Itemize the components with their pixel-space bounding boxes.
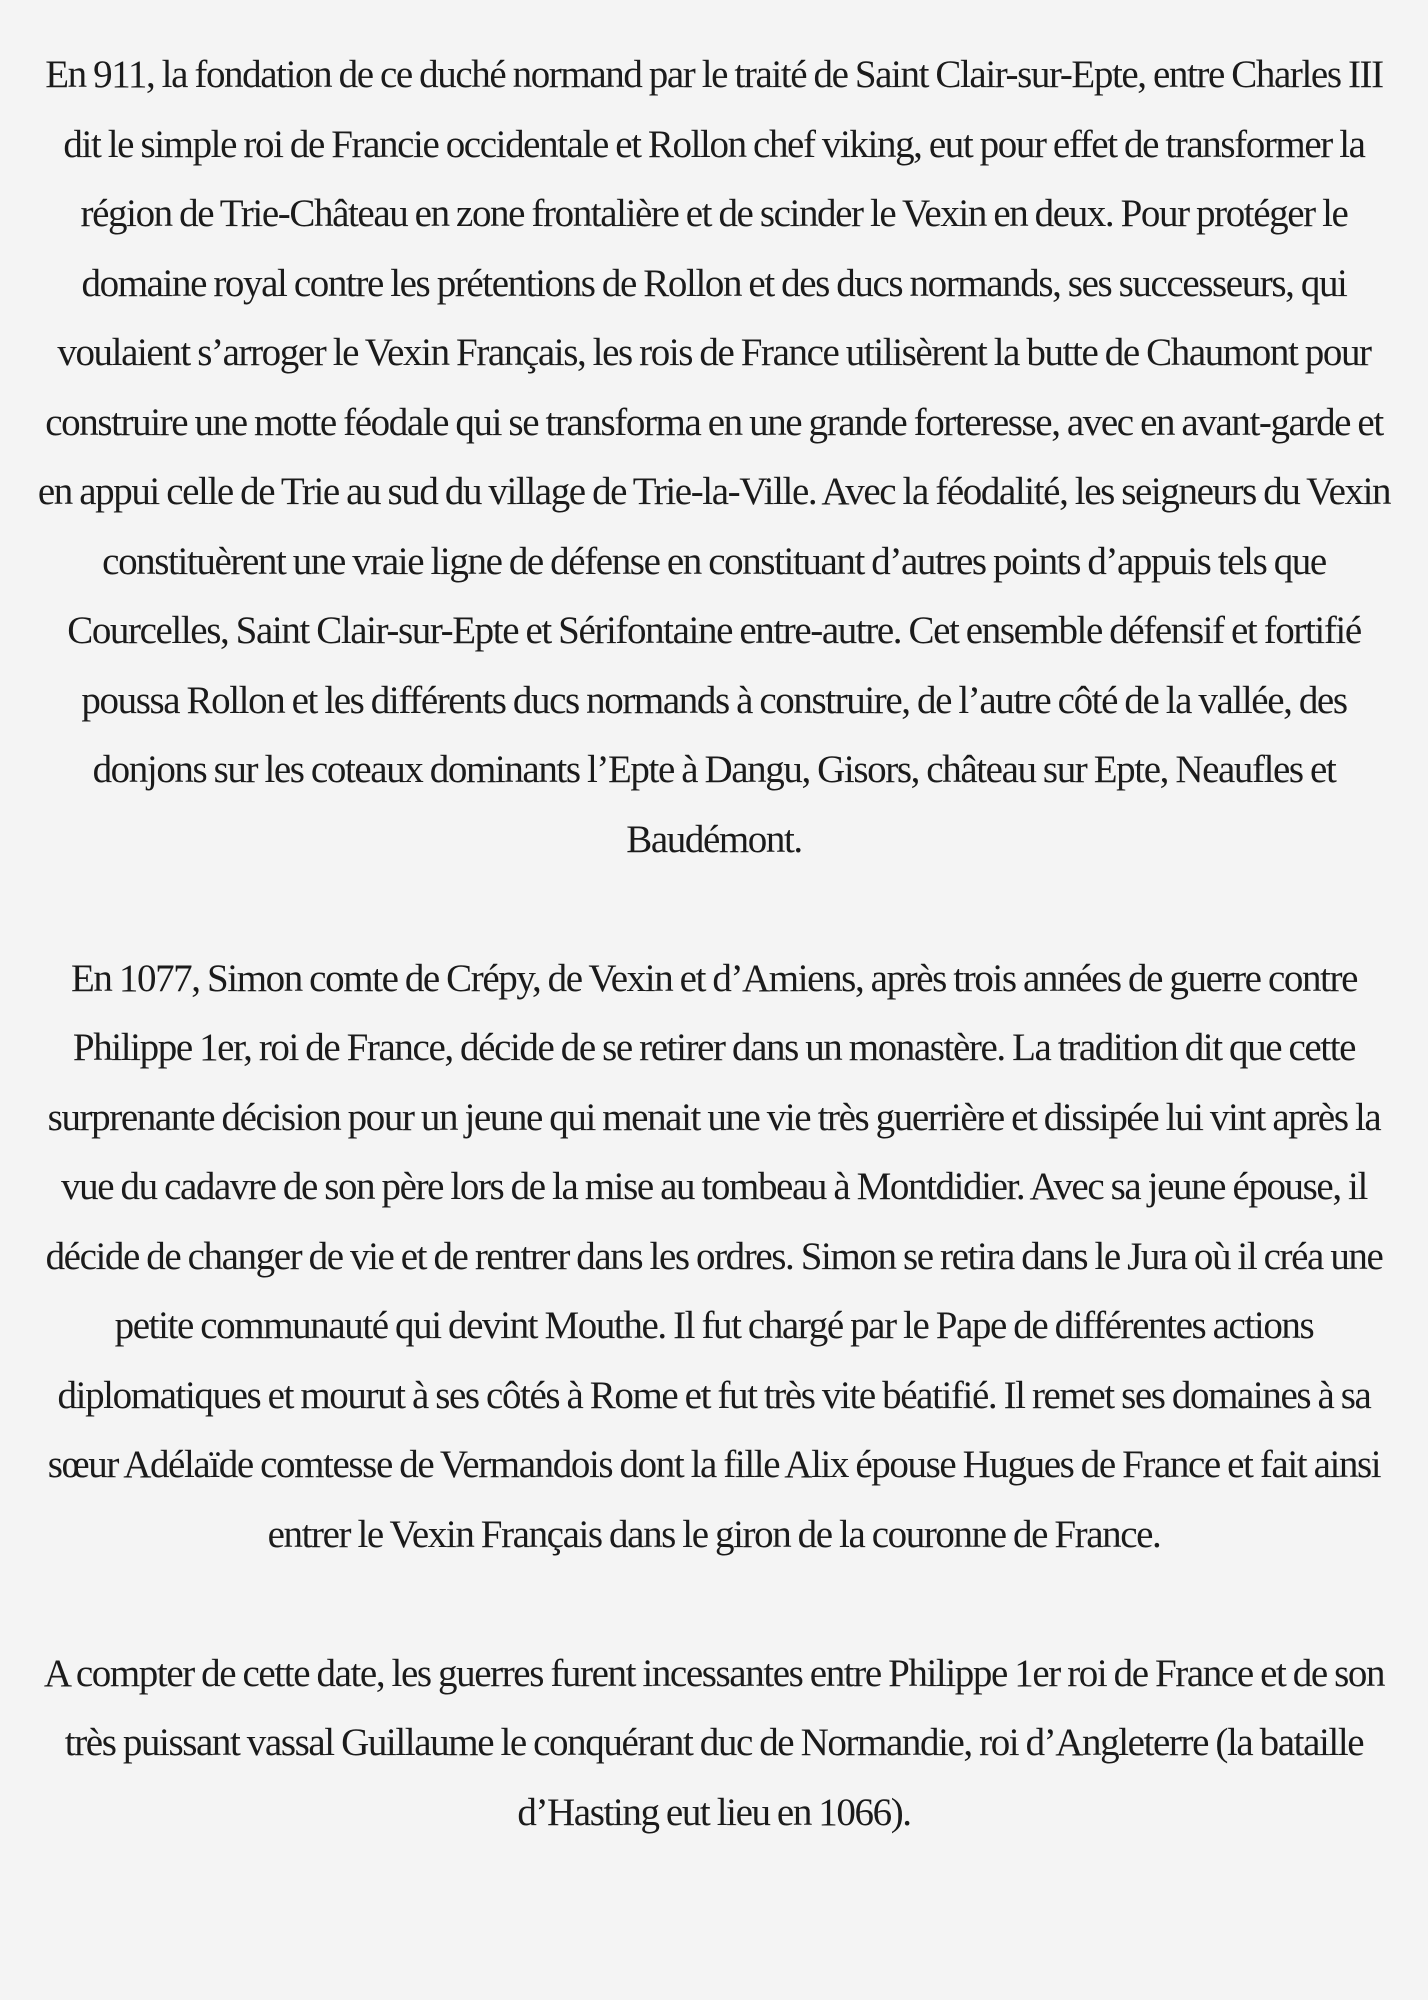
text-line: décide de changer de vie et de rentrer dans les ordres. Simon se retira dans le Jura où il créa une xyxy=(45,1234,1383,1278)
text-line: poussa Rollon et les différents ducs normands à construire, de l’autre côté de la vallée, des xyxy=(81,678,1347,722)
text-line: petite communauté qui devint Mouthe. Il fut chargé par le Pape de différentes actions xyxy=(114,1304,1314,1347)
text-line: très puissant vassal Guillaume le conquérant duc de Normandie, roi d’Angleterre (la bataille xyxy=(64,1721,1364,1764)
text-line: domaine royal contre les prétentions de Rollon et des ducs normands, ses successeurs, qui xyxy=(81,261,1347,305)
text-line: voulaient s’arroger le Vexin Français, les rois de France utilisèrent la butte de Chaumont pour xyxy=(57,331,1371,374)
text-line: sœur Adélaïde comtesse de Vermandois dont la fille Alix épouse Hugues de France et fait ainsi xyxy=(47,1443,1381,1486)
text-line: constituèrent une vraie ligne de défense en constituant d’autres points d’appuis tels que xyxy=(102,539,1326,583)
text-line: dit le simple roi de Francie occidentale et Rollon chef viking, eut pour effet de transformer la xyxy=(63,122,1365,166)
text-line: En 1077, Simon comte de Crépy, de Vexin et d’Amiens, après trois années de guerre contre xyxy=(71,956,1357,1000)
paragraph-spacer xyxy=(18,874,1410,944)
text-line: région de Trie-Château en zone frontalière et de scinder le Vexin en deux. Pour protéger le xyxy=(80,192,1348,235)
text-line: en appui celle de Trie au sud du village de Trie-la-Ville. Avec la féodalité, les seigneurs du Vexin xyxy=(37,470,1391,513)
text-line: Baudémont. xyxy=(626,817,802,861)
text-line: donjons sur les coteaux dominants l’Epte à Dangu, Gisors, château sur Epte, Neaufles et xyxy=(92,748,1336,791)
paragraph-norman-duchy xyxy=(18,40,1410,874)
text-line: vue du cadavre de son père lors de la mise au tombeau à Montdidier. Avec sa jeune épouse, il xyxy=(61,1165,1367,1208)
text-line: Courcelles, Saint Clair-sur-Epte et Sérifontaine entre-autre. Cet ensemble défensif et fortifié xyxy=(67,609,1361,652)
paragraph-spacer xyxy=(18,1569,1410,1639)
text-line: A compter de cette date, les guerres furent incessantes entre Philippe 1er roi de France et de son xyxy=(43,1651,1385,1695)
text-line: Philippe 1er, roi de France, décide de se retirer dans un monastère. La tradition dit que cette xyxy=(72,1026,1356,1069)
text-line: construire une motte féodale qui se transforma en une grande forteresse, avec en avant-garde et xyxy=(45,400,1383,444)
paragraph-simon-de-crepy xyxy=(18,944,1410,1570)
text-line: diplomatiques et mourut à ses côtés à Rome et fut très vite béatifié. Il remet ses domaines à sa xyxy=(57,1373,1371,1417)
text-line: entrer le Vexin Français dans le giron de la couronne de France. xyxy=(267,1512,1161,1556)
paragraph-incessant-wars xyxy=(18,1639,1410,1848)
text-line: surprenante décision pour un jeune qui menait une vie très guerrière et dissipée lui vint après la xyxy=(47,1095,1381,1139)
text-line: En 911, la fondation de ce duché normand par le traité de Saint Clair-sur-Epte, entre Charles III xyxy=(45,53,1383,96)
text-line: d’Hasting eut lieu en 1066). xyxy=(517,1790,911,1834)
